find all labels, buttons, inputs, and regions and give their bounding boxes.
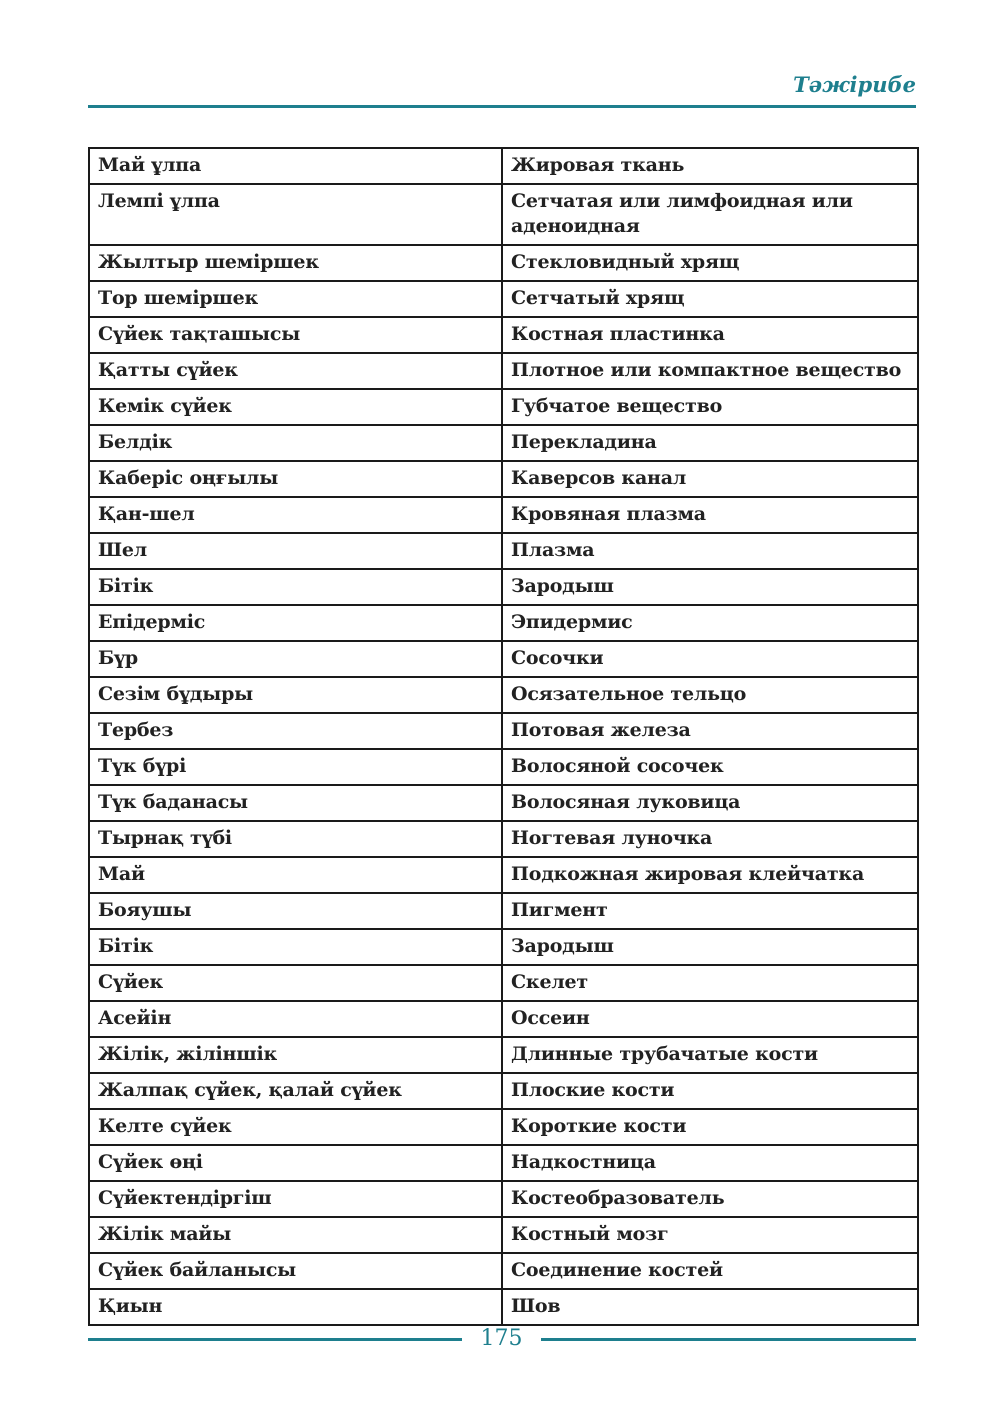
- term-russian: Зародыш: [502, 929, 918, 965]
- table-row: [89, 713, 918, 749]
- table-row: [89, 821, 918, 857]
- term-russian: Короткие кости: [502, 1109, 918, 1145]
- term-russian: Шов: [502, 1289, 918, 1325]
- term-russian: Костный мозг: [502, 1217, 918, 1253]
- term-russian: Каверсов канал: [502, 461, 918, 497]
- term-kazakh: Кемік сүйек: [89, 389, 502, 425]
- table-row: [89, 353, 918, 389]
- table-row: [89, 1253, 918, 1289]
- term-kazakh: Лемпі ұлпа: [89, 184, 502, 245]
- term-russian: Волосяной сосочек: [502, 749, 918, 785]
- term-russian: Длинные трубачатые кости: [502, 1037, 918, 1073]
- table-row: [89, 461, 918, 497]
- term-russian: Костеобразователь: [502, 1181, 918, 1217]
- term-russian: Плазма: [502, 533, 918, 569]
- table-row: [89, 965, 918, 1001]
- term-kazakh: Сүйек: [89, 965, 502, 1001]
- term-russian: Губчатое вещество: [502, 389, 918, 425]
- term-russian: Зародыш: [502, 569, 918, 605]
- term-kazakh: Бітік: [89, 929, 502, 965]
- table-row: [89, 749, 918, 785]
- table-row: [89, 1145, 918, 1181]
- table-row: [89, 857, 918, 893]
- page-number: 175: [480, 1326, 523, 1351]
- table-row: [89, 677, 918, 713]
- term-russian: Эпидермис: [502, 605, 918, 641]
- table-row: [89, 184, 918, 245]
- term-russian: Жировая ткань: [502, 148, 918, 184]
- term-russian: Осязательное тельцо: [502, 677, 918, 713]
- term-kazakh: Тырнақ түбі: [89, 821, 502, 857]
- table-row: [89, 1073, 918, 1109]
- term-kazakh: Түк баданасы: [89, 785, 502, 821]
- table-row: [89, 389, 918, 425]
- term-kazakh: Шел: [89, 533, 502, 569]
- table-row: [89, 245, 918, 281]
- term-kazakh: Май: [89, 857, 502, 893]
- table-row: [89, 641, 918, 677]
- table-row: [89, 497, 918, 533]
- term-russian: Сетчатый хрящ: [502, 281, 918, 317]
- term-kazakh: Қиын: [89, 1289, 502, 1325]
- term-kazakh: Сүйек өңі: [89, 1145, 502, 1181]
- table-row: [89, 1037, 918, 1073]
- table-row: [89, 148, 918, 184]
- term-kazakh: Сүйек тақташысы: [89, 317, 502, 353]
- table-row: [89, 1289, 918, 1325]
- term-kazakh: Сүйек байланысы: [89, 1253, 502, 1289]
- table-row: [89, 425, 918, 461]
- term-russian: Костная пластинка: [502, 317, 918, 353]
- term-russian: Соединение костей: [502, 1253, 918, 1289]
- running-title: Тәжірибе: [793, 72, 916, 97]
- term-kazakh: Май ұлпа: [89, 148, 502, 184]
- term-kazakh: Жілік майы: [89, 1217, 502, 1253]
- term-russian: Ногтевая луночка: [502, 821, 918, 857]
- glossary-table: [88, 147, 919, 1326]
- term-russian: Пигмент: [502, 893, 918, 929]
- table-row: [89, 929, 918, 965]
- table-row: [89, 893, 918, 929]
- term-kazakh: Жілік, жіліншік: [89, 1037, 502, 1073]
- term-kazakh: Түк бүрі: [89, 749, 502, 785]
- term-kazakh: Бояушы: [89, 893, 502, 929]
- term-kazakh: Тербез: [89, 713, 502, 749]
- term-russian: Перекладина: [502, 425, 918, 461]
- term-kazakh: Бүр: [89, 641, 502, 677]
- table-row: [89, 281, 918, 317]
- term-russian: Кровяная плазма: [502, 497, 918, 533]
- table-row: [89, 533, 918, 569]
- term-russian: Надкостница: [502, 1145, 918, 1181]
- term-kazakh: Асейін: [89, 1001, 502, 1037]
- term-russian: Оссеин: [502, 1001, 918, 1037]
- glossary-table-body: [89, 148, 918, 1325]
- term-kazakh: Епідерміс: [89, 605, 502, 641]
- table-row: [89, 605, 918, 641]
- term-russian: Сетчатая или лимфоидная или аденоидная: [502, 184, 918, 245]
- term-kazakh: Бітік: [89, 569, 502, 605]
- footer-rule-right: [541, 1338, 916, 1341]
- table-row: [89, 1001, 918, 1037]
- table-row: [89, 317, 918, 353]
- footer-rule-left: [88, 1338, 462, 1341]
- table-row: [89, 785, 918, 821]
- term-russian: Подкожная жировая клейчатка: [502, 857, 918, 893]
- table-row: [89, 569, 918, 605]
- term-kazakh: Жылтыр шеміршек: [89, 245, 502, 281]
- term-russian: Скелет: [502, 965, 918, 1001]
- term-kazakh: Қан-шел: [89, 497, 502, 533]
- term-kazakh: Жалпақ сүйек, қалай сүйек: [89, 1073, 502, 1109]
- term-kazakh: Сүйектендіргіш: [89, 1181, 502, 1217]
- term-kazakh: Тор шеміршек: [89, 281, 502, 317]
- table-row: [89, 1181, 918, 1217]
- term-kazakh: Белдік: [89, 425, 502, 461]
- table-row: [89, 1109, 918, 1145]
- term-russian: Плоские кости: [502, 1073, 918, 1109]
- term-kazakh: Каберіс оңғылы: [89, 461, 502, 497]
- term-russian: Сосочки: [502, 641, 918, 677]
- term-russian: Потовая железа: [502, 713, 918, 749]
- term-kazakh: Қатты сүйек: [89, 353, 502, 389]
- table-row: [89, 1217, 918, 1253]
- term-kazakh: Сезім бұдыры: [89, 677, 502, 713]
- header-rule: [88, 105, 916, 108]
- term-russian: Стекловидный хрящ: [502, 245, 918, 281]
- term-russian: Волосяная луковица: [502, 785, 918, 821]
- term-kazakh: Келте сүйек: [89, 1109, 502, 1145]
- term-russian: Плотное или компактное вещество: [502, 353, 918, 389]
